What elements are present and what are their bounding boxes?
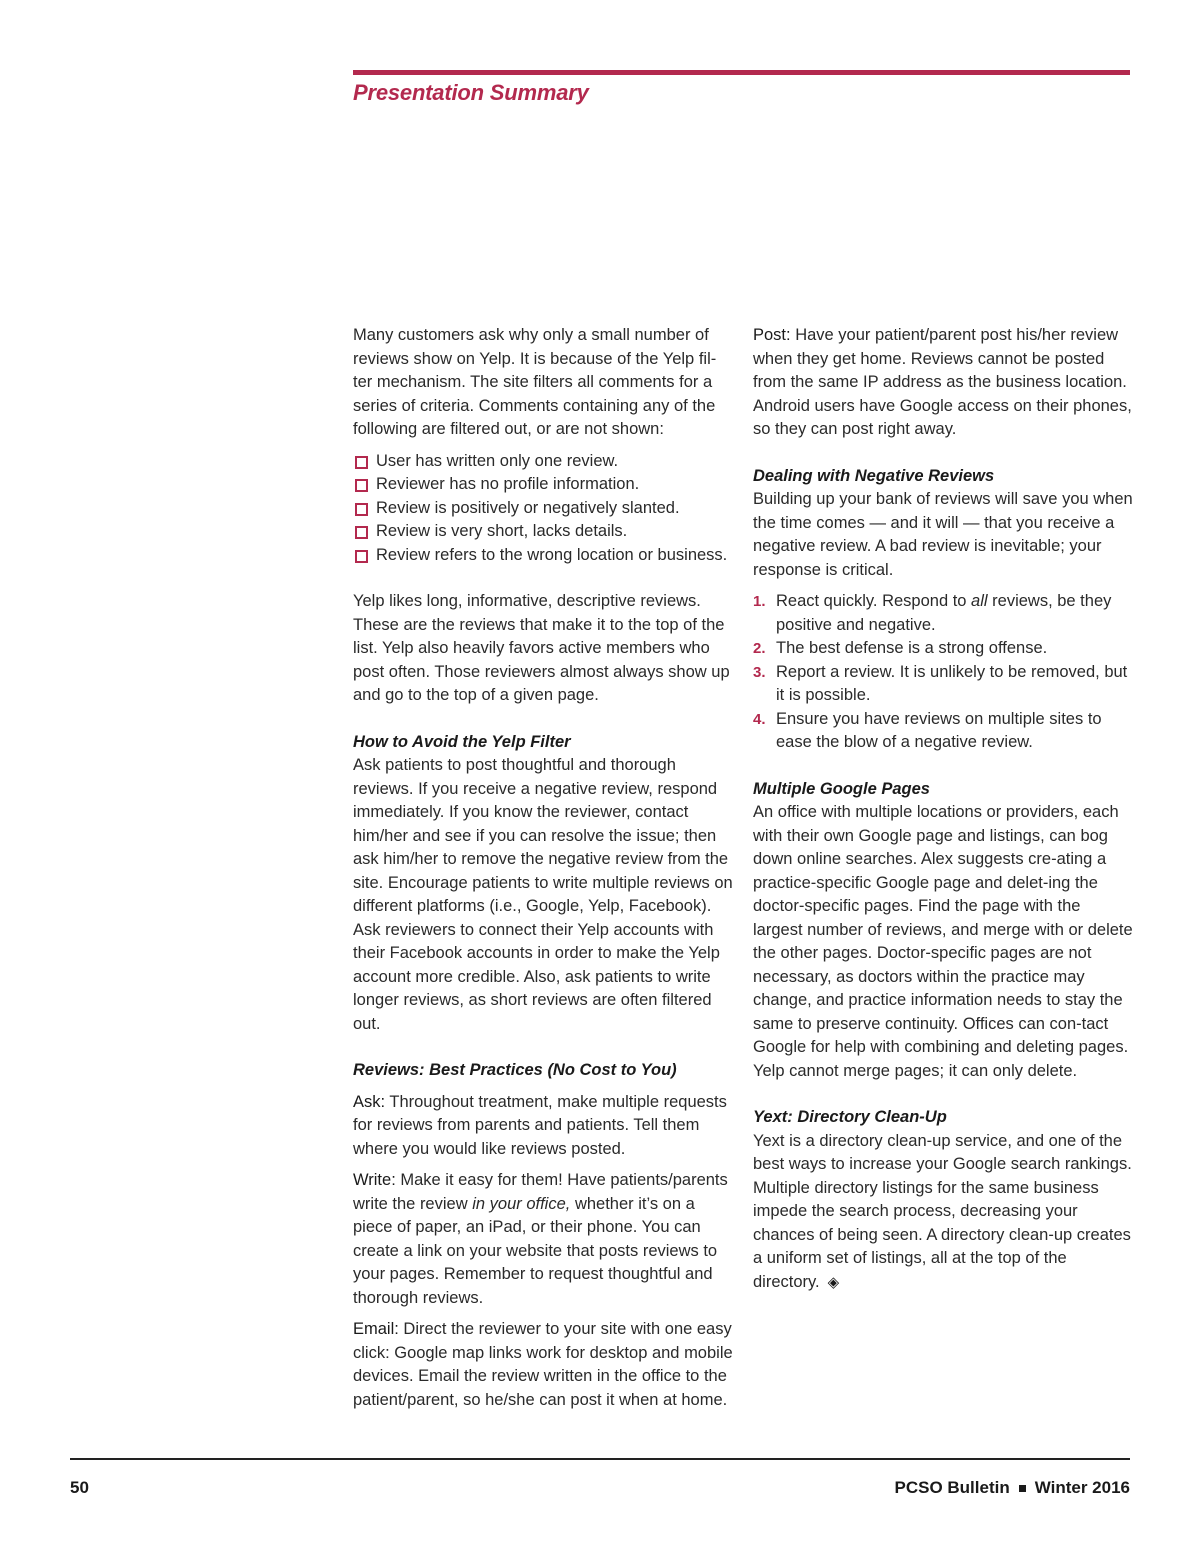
best-practices-heading: Reviews: Best Practices (No Cost to You) xyxy=(353,1061,677,1079)
email-paragraph xyxy=(353,1318,733,1412)
write-emphasis: in your office, xyxy=(472,1194,571,1213)
step-text: The best defense is a strong offense. xyxy=(776,639,1048,657)
list-item xyxy=(753,661,1133,708)
checkbox-icon xyxy=(355,503,368,516)
list-item xyxy=(753,590,1133,637)
step-number: 2. xyxy=(753,640,766,657)
step-number: 1. xyxy=(753,593,766,610)
list-item-text: User has written only one review. xyxy=(376,451,619,470)
list-item-text: Reviewer has no profile information. xyxy=(376,475,640,493)
left-column xyxy=(353,324,733,1412)
negative-reviews-paragraph: Building up your bank of reviews will save you when the time comes — and it will — that you receive a negative review. A bad review is inevitable; your response is critical. xyxy=(753,490,1133,579)
post-paragraph xyxy=(753,324,1133,442)
list-item-text: Review is positively or negatively slanted. xyxy=(376,498,680,517)
avoid-filter-heading: How to Avoid the Yelp Filter xyxy=(353,732,571,751)
checkbox-icon xyxy=(355,456,368,469)
list-item xyxy=(353,473,733,497)
write-text-continued: whether it’s on a piece of paper, an iPad, or their phone. You can create a link on your website that posts reviews to your pages. Remember to request thoughtful and thorough reviews. xyxy=(353,1194,718,1307)
checkbox-icon xyxy=(355,479,368,492)
list-item xyxy=(353,544,733,568)
email-text: Direct the reviewer to your site with one easy click: Google map links work for desktop and mobile devices. Email the review written in the office to the patient/parent, so he/she can post it when at home. xyxy=(353,1320,733,1409)
list-item xyxy=(353,520,733,544)
issue-label: Winter 2016 xyxy=(1034,1478,1130,1497)
list-item xyxy=(753,637,1133,661)
step-text-continued: reviews, be they positive and negative. xyxy=(776,592,1112,634)
page-number: 50 xyxy=(70,1478,89,1497)
google-pages-paragraph: An office with multiple locations or providers, each with their own Google page and listings, can bog down online searches. Alex suggests cre-ating a practice-specific Google page and delet-ing the doctor-specific pages. Find the page with the largest number of reviews, and merge with or delete the other pages. Doctor-specific pages are not necessary, as doctors within the practice may change, and practice information needs to stay the same to preserve continuity. Offices can con-tact Google for help with combining and deleting pages. Yelp cannot merge pages; it can only delete. xyxy=(753,803,1133,1080)
step-number: 3. xyxy=(753,663,766,681)
step-number: 4. xyxy=(753,710,766,728)
ask-paragraph xyxy=(353,1091,733,1162)
end-of-article-icon: ◈ xyxy=(827,1273,840,1291)
avoid-filter-paragraph: Ask patients to post thoughtful and thorough reviews. If you receive a negative review, respond immediately. If you know the reviewer, contact him/her and see if you can resolve the issue; then ask him/her to remove the negative review from the site. Encourage patients to write multiple reviews on different platforms (i.e., Google, Yelp, Facebook). Ask reviewers to connect their Yelp accounts with their Facebook accounts in order to make the Yelp account more credible. Also, ask patients to write longer reviews, as short reviews are often filtered out. xyxy=(353,756,733,1033)
list-item-text: Review refers to the wrong location or business. xyxy=(376,545,728,564)
list-item-text: Review is very short, lacks details. xyxy=(376,522,628,540)
yext-paragraph xyxy=(753,1130,1133,1295)
write-paragraph xyxy=(353,1169,733,1310)
google-pages-heading: Multiple Google Pages xyxy=(753,779,930,798)
list-item xyxy=(353,450,733,474)
section-title: Presentation Summary xyxy=(353,80,589,105)
right-column xyxy=(753,324,1133,1294)
write-label: Write: xyxy=(353,1171,396,1189)
yelp-likes-paragraph: Yelp likes long, informative, descriptive reviews. These are the reviews that make it to the top of the list. Yelp also heavily favors active members who post often. Those reviewers almost always show up and go to the top of a given page. xyxy=(353,592,730,704)
ask-label: Ask: xyxy=(353,1092,386,1111)
top-rule xyxy=(353,70,1130,75)
negative-reviews-heading: Dealing with Negative Reviews xyxy=(753,466,995,485)
footer-rule xyxy=(70,1458,1130,1460)
publication-name: PCSO Bulletin xyxy=(894,1478,1010,1497)
negative-steps-list xyxy=(753,590,1133,755)
step-text: Report a review. It is unlikely to be removed, but it is possible. xyxy=(776,662,1128,704)
publication-footer xyxy=(894,1478,1130,1498)
list-item xyxy=(353,497,733,521)
checkbox-icon xyxy=(355,550,368,563)
yext-text: Yext is a directory clean-up service, and one of the best ways to increase your Google search rankings. Multiple directory listings for the same business impede the search process, decreasing your chances of being seen. A directory clean-up creates a uniform set of listings, all at the top of the directory. xyxy=(753,1131,1132,1291)
separator-square-icon xyxy=(1019,1485,1026,1492)
filter-criteria-list xyxy=(353,450,733,568)
list-item xyxy=(753,708,1133,755)
post-label: Post: xyxy=(753,326,791,344)
write-text: Make it easy for them! Have patients/parents write the review xyxy=(353,1171,728,1213)
yext-heading: Yext: Directory Clean-Up xyxy=(753,1108,947,1126)
intro-paragraph: Many customers ask why only a small number of reviews show on Yelp. It is because of the Yelp fil-ter mechanism. The site filters all comments for a series of criteria. Comments containing any of the following are filtered out, or are not shown: xyxy=(353,326,717,438)
step-text: React quickly. Respond to xyxy=(776,592,972,610)
email-label: Email: xyxy=(353,1320,399,1338)
step-emphasis: all xyxy=(971,592,988,610)
step-text: Ensure you have reviews on multiple sites to ease the blow of a negative review. xyxy=(776,709,1102,751)
checkbox-icon xyxy=(355,526,368,539)
post-text: Have your patient/parent post his/her review when they get home. Reviews cannot be posted from the same IP address as the business location. Android users have Google access on their phones, so they can post right away. xyxy=(753,326,1132,438)
ask-text: Throughout treatment, make multiple requests for reviews from parents and patients. Tell them where you would like reviews posted. xyxy=(353,1092,727,1158)
